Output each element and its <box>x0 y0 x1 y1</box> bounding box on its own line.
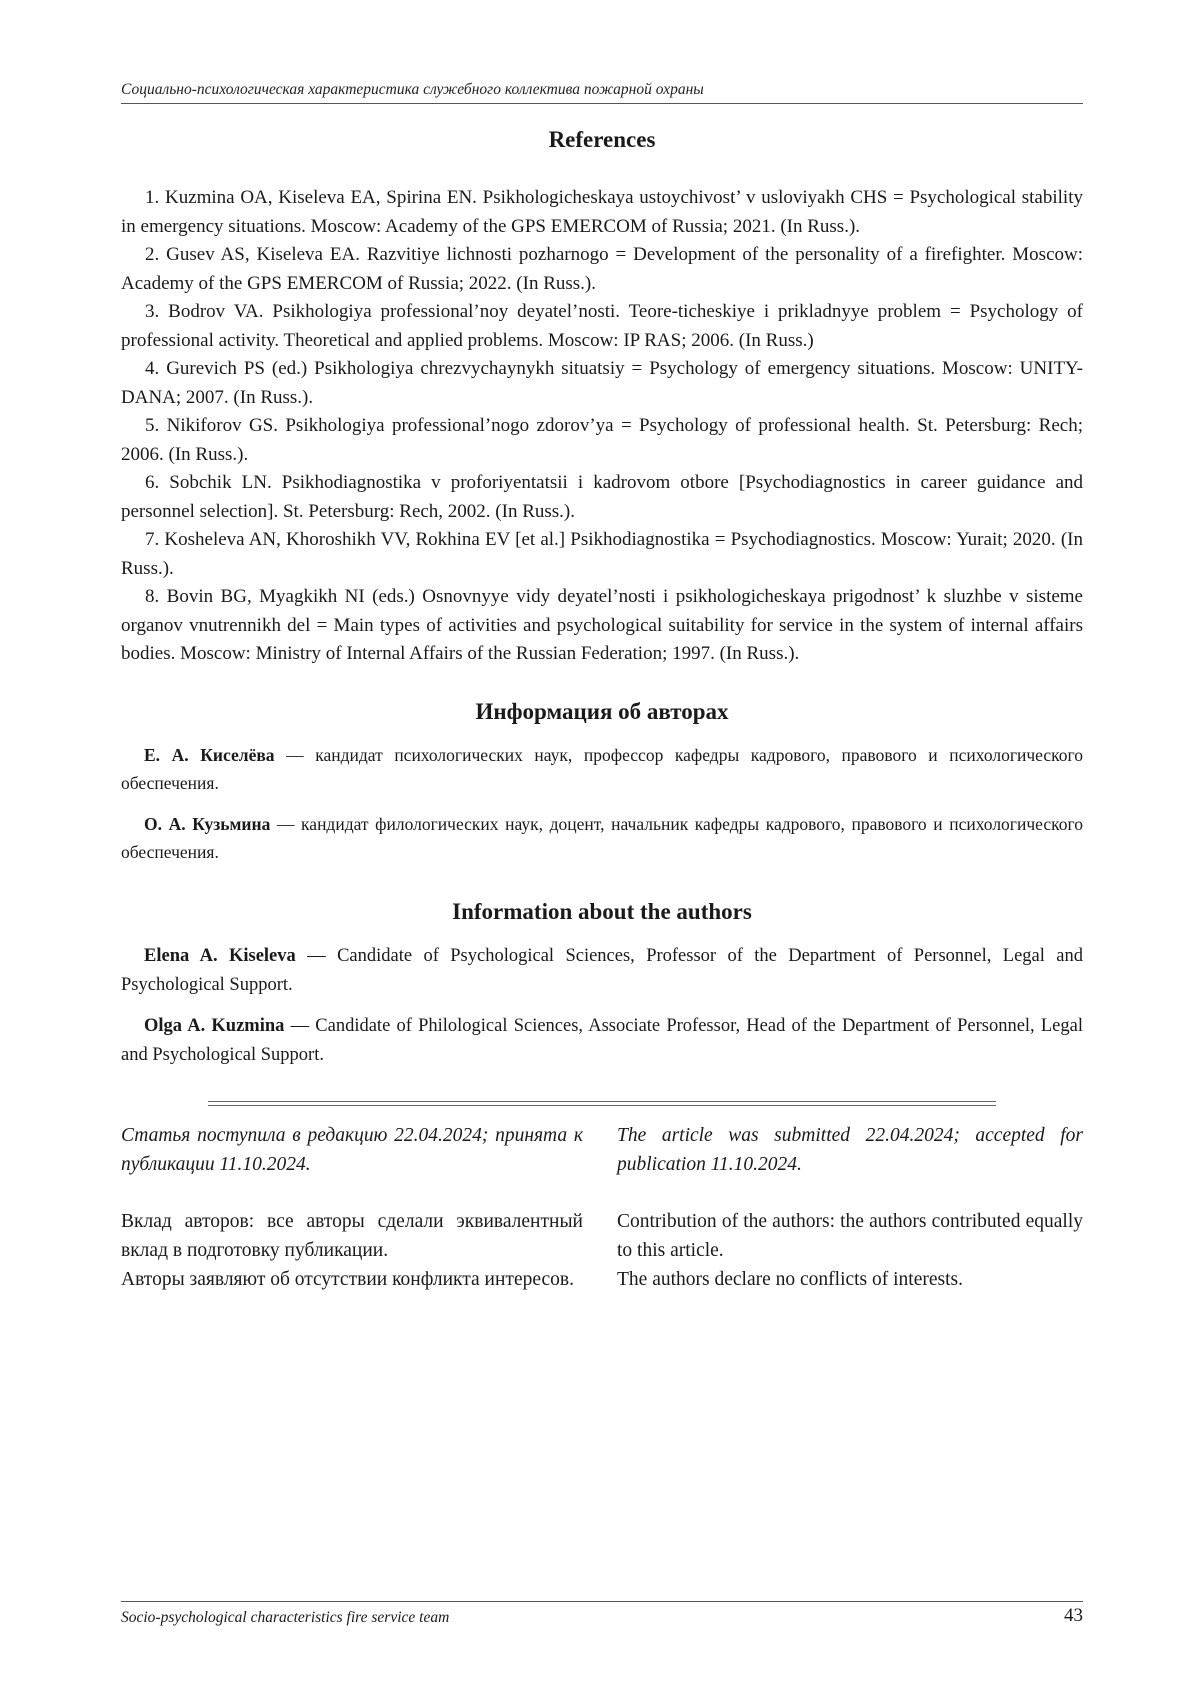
double-divider <box>208 1101 996 1106</box>
conflicts-ru: Авторы заявляют об отсутствии конфликта интересов. <box>121 1269 574 1290</box>
authors-en-title: Information about the authors <box>452 899 752 924</box>
author-ru-desc: — кандидат филологических наук, доцент, начальник кафедры кадрового, правового и психологического обеспечения. <box>121 814 1083 862</box>
submission-dates-en: The article was submitted 22.04.2024; accepted for publication 11.10.2024. <box>617 1125 1083 1175</box>
journal-page <box>121 0 1083 1697</box>
authors-en-list <box>121 942 1083 1082</box>
author-en-desc: — Candidate of Philological Sciences, Associate Professor, Head of the Department of Personnel, Legal and Psychological Support. <box>121 1016 1083 1065</box>
references-list <box>121 184 1083 669</box>
author-en-desc: — Candidate of Psychological Sciences, Professor of the Department of Personnel, Legal and Psychological Support. <box>121 946 1083 995</box>
article-info-ru <box>121 1121 583 1294</box>
article-info-en <box>617 1121 1083 1294</box>
author-ru-entry <box>121 741 1083 797</box>
reference-item: 4. Gurevich PS (ed.) Psikhologiya chrezvychaynykh situatsiy = Psychology of emergency situations. Moscow: UNITY-DANA; 2007. (In Russ.). <box>121 358 1083 408</box>
reference-item: 1. Kuzmina OA, Kiseleva EA, Spirina EN. Psikhologicheskaya ustoychivost’ v usloviyakh CHS = Psychological stability in emergency situations. Moscow: Academy of the GPS EMERCOM of Russia; 2021. (In Russ.). <box>121 187 1083 237</box>
running-header: Социально-психологическая характеристика служебного коллектива пожарной охраны <box>121 81 704 98</box>
reference-item: 2. Gusev AS, Kiseleva EA. Razvitiye lichnosti pozharnogo = Development of the personality of a firefighter. Moscow: Academy of the GPS EMERCOM of Russia; 2022. (In Russ.). <box>121 244 1083 294</box>
reference-item: 6. Sobchik LN. Psikhodiagnostika v proforiyentatsii i kadrovom otbore [Psychodiagnostics in career guidance and personnel selection]. St. Petersburg: Rech, 2002. (In Russ.). <box>121 472 1083 522</box>
running-footer: Socio-psychological characteristics fire service team <box>121 1609 450 1626</box>
contribution-ru: Вклад авторов: все авторы сделали эквивалентный вклад в подготовку публикации. <box>121 1211 583 1261</box>
reference-item: 7. Kosheleva AN, Khoroshikh VV, Rokhina EV [et al.] Psikhodiagnostika = Psychodiagnostics. Moscow: Yurait; 2020. (In Russ.). <box>121 529 1083 579</box>
reference-item: 5. Nikiforov GS. Psikhologiya professional’nogo zdorov’ya = Psychology of professional health. St. Petersburg: Rech; 2006. (In Russ.). <box>121 415 1083 465</box>
footer-rule <box>121 1601 1083 1602</box>
author-en-name: Elena A. Kiseleva <box>144 946 296 966</box>
author-ru-name: О. А. Кузьмина <box>144 814 271 834</box>
references-title: References <box>548 127 656 152</box>
reference-item: 8. Bovin BG, Myagkikh NI (eds.) Osnovnyye vidy deyatel’nosti i psikhologicheskaya prigodnost’ k sluzhbe v sisteme organov vnutrennikh del = Main types of activities and psychological suitability for service in the system of internal affairs bodies. Moscow: Ministry of Internal Affairs of the Russian Federation; 1997. (In Russ.). <box>121 586 1083 664</box>
author-en-name: Olga A. Kuzmina <box>144 1016 285 1036</box>
reference-item: 3. Bodrov VA. Psikhologiya professional’noy deyatel’nosti. Teore-ticheskiye i prikladnyye problem = Psychology of professional activity. Theoretical and applied problems. Moscow: IP RAS; 2006. (In Russ.) <box>121 301 1083 351</box>
author-ru-desc: — кандидат психологических наук, профессор кафедры кадрового, правового и психологического обеспечения. <box>121 745 1083 793</box>
authors-ru-list <box>121 741 1083 879</box>
authors-ru-title: Информация об авторах <box>475 699 729 724</box>
author-en-entry <box>121 1012 1083 1069</box>
conflicts-en: The authors declare no conflicts of interests. <box>617 1269 964 1290</box>
author-ru-entry <box>121 810 1083 866</box>
author-en-entry <box>121 942 1083 999</box>
contribution-en: Contribution of the authors: the authors contributed equally to this article. <box>617 1211 1083 1261</box>
page-number: 43 <box>1064 1605 1083 1626</box>
submission-dates-ru: Статья поступила в редакцию 22.04.2024; принята к публикации 11.10.2024. <box>121 1125 583 1175</box>
header-rule <box>121 103 1083 104</box>
author-ru-name: Е. А. Киселёва <box>144 745 275 765</box>
